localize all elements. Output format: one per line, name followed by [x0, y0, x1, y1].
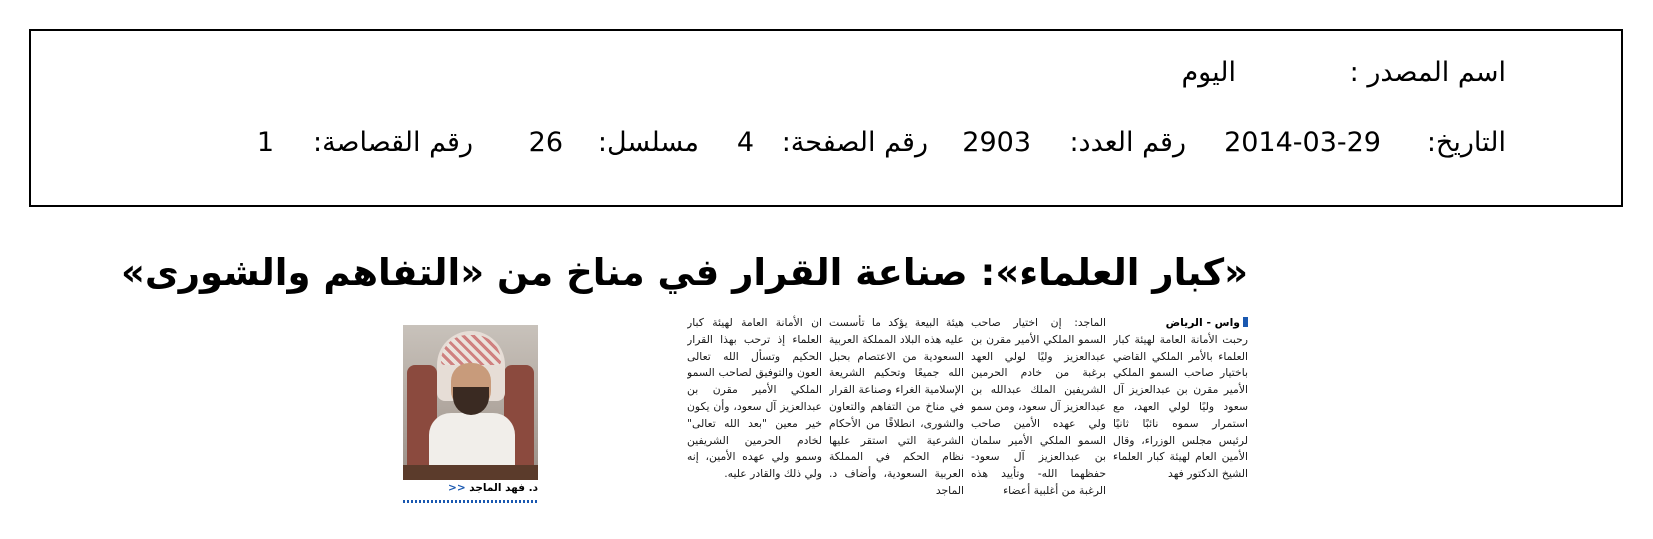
- clipping-label: رقم القصاصة:: [312, 127, 473, 158]
- date-value: 2014-03-29: [1224, 127, 1381, 158]
- article-column-2: [971, 315, 1106, 517]
- double-chevron-icon: <<: [448, 482, 466, 494]
- article-column-4: [687, 315, 822, 517]
- issue-label: رقم العدد:: [1069, 127, 1186, 158]
- serial-value: 26: [528, 127, 563, 158]
- metadata-box: [29, 29, 1623, 207]
- caption-rule: [403, 500, 538, 503]
- clipping-value: 1: [256, 127, 274, 158]
- column-2-text: الماجد: إن اختيار صاحب السمو الملكي الأمير مقرن بن عبدالعزيز وليًا لولي العهد برغبة من خادم الحرمين الشريفين الملك عبدالله بن عبدالعزيز آل سعود، ومن سمو ولي عهده الأمين صاحب السمو الملكي الأمير سلمان بن عبدالعزيز آل سعود-حفظهما الله- وتأييد هذه الرغبة من أغلبية أعضاء: [971, 316, 1106, 497]
- article-headline: «كبار العلماء»: صناعة القرار في مناخ من «التفاهم والشورى»: [120, 251, 1248, 294]
- square-marker-icon: [1243, 317, 1248, 327]
- page-label: رقم الصفحة:: [781, 127, 928, 158]
- article-column-3: [829, 315, 964, 517]
- column-3-text: هيئة البيعة يؤكد ما تأسست عليه هذه البلاد المملكة العربية السعودية من الاعتصام بحبل الله جميعًا وتحكيم الشريعة الإسلامية الغراء وصناعة القرار في مناخ من التفاهم والتعاون والشورى، انطلاقًا من الأحكام الشرعية التي استقر عليها نظام الحكم في المملكة العربية السعودية، وأضاف د. الماجد: [829, 316, 964, 497]
- article-byline: [1113, 315, 1248, 332]
- page-value: 4: [736, 127, 754, 158]
- issue-value: 2903: [962, 127, 1031, 158]
- byline-text: واس - الرياض: [1165, 316, 1240, 329]
- column-1-text: رحبت الأمانة العامة لهيئة كبار العلماء بالأمر الملكي القاضي باختيار صاحب السمو الملكي الأمير مقرن بن عبدالعزيز آل سعود وليًا لولي العهد، مع استمرار سموه نائبًا ثانيًا لرئيس مجلس الوزراء، وقال الأمين العام لهيئة كبار العلماء الشيخ الدكتور فهد: [1113, 332, 1248, 481]
- photo-caption: [403, 482, 538, 500]
- source-label: اسم المصدر :: [1349, 57, 1506, 88]
- caption-text: د. فهد الماجد: [469, 482, 538, 494]
- portrait-photo: [403, 325, 538, 480]
- column-4-text: ان الأمانة العامة لهيئة كبار العلماء إذ ترحب بهذا القرار الحكيم وتسأل الله تعالى العون والتوفيق لصاحب السمو الملكي الأمير مقرن بن عبدالعزيز آل سعود، وأن يكون خير معين "بعد الله تعالى" لخادم الحرمين الشريفين وسمو ولي عهده الأمين، إنه ولي ذلك والقادر عليه.: [687, 316, 822, 481]
- source-value: اليوم: [1181, 57, 1236, 88]
- news-clipping: [120, 243, 1248, 519]
- article-column-1: [1113, 315, 1248, 517]
- date-label: التاريخ:: [1426, 127, 1506, 158]
- serial-label: مسلسل:: [597, 127, 699, 158]
